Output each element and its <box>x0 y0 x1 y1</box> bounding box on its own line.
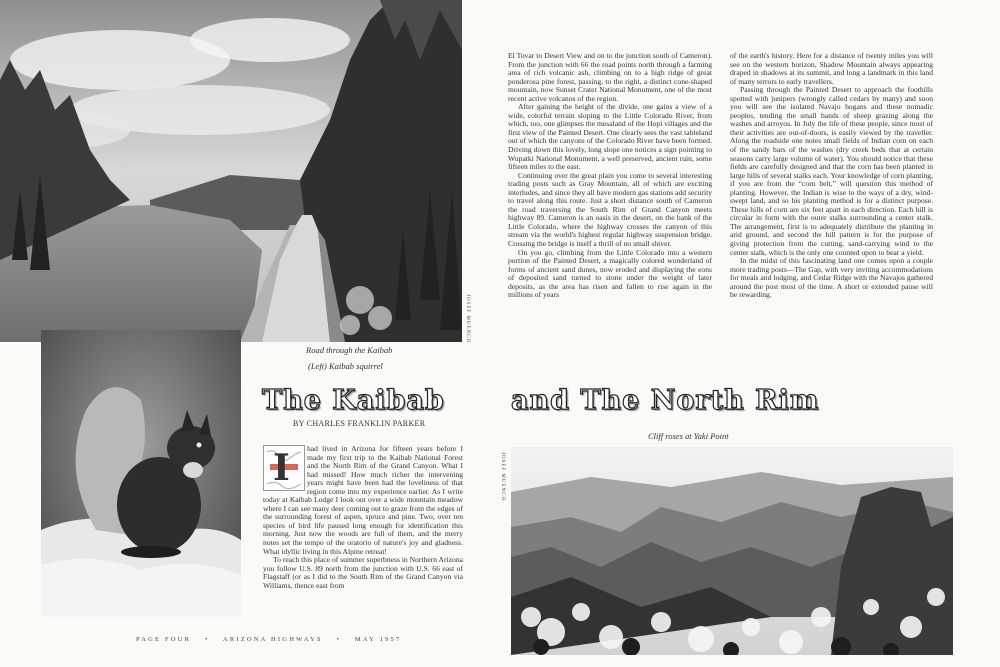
footer-bullet: • <box>336 636 342 643</box>
caption-cliff-roses: Cliff roses at Yaki Point <box>648 431 729 441</box>
col2-paragraph-3: Continuing over the great plain you come to several interesting trading posts such as Gray Mountain, all of which are exciting interludes, and since they all have modern gas stations add security to travel along this route. Just a short distance south of Cameron the road traversing the South Rim of Grand Canyon meets highway 89. Cameron is an oasis in the desert, on the bank of the Little Colorado, where the highway crosses the canyon of this stream via the world's highest regular highway suspension bridge. Crossing the bridge is itself a thrill of no small shiver. <box>508 170 712 249</box>
col3-paragraph-3: In the midst of this fascinating land one comes upon a couple more trading posts—The Gap, with very inviting accommodations for meals and lodging, and Cedar Ridge with the Navajos gathered around the post most of the time. A short or extended pause will be rewarding. <box>730 256 933 300</box>
squirrel-photo <box>41 330 241 617</box>
article-intro-paragraph: had lived in Arizona for fifteen years before I made my first trip to the Kaibab National Forest and the North Rim of the Grand Canyon. What I had missed! How much richer the intervening years might have been had the loveliness of that region come into my experience earlier. As I write today at Kaibab Lodge I look out over a wide mountain meadow where I can see many deer coming out to graze from the edges of the surrounding forest of aspen, spruce and pine. Two, over ten species of bird life paused long enough for identification this morning. Just now the woods are full of them, and the merry notes set the tempo of the oratorio of nature's joy and gladness. What idyllic living in this Alpine retreat! <box>263 444 463 556</box>
col2-paragraph-2: After gaining the height of the divide, one gains a view of a wide, colorful terrain sloping to the Little Colorado River, from which, too, one glimpses the mesaland of the Hopi villages and the first view of the Painted Desert. One clearly sees the vast tableland out of which the canyons of the Colorado River have been formed. Driving down this lovely, long slope one notices a sign pointing to Wupatki National Monument, a well preserved, ancient ruin, some fifteen miles to the east. <box>508 102 712 172</box>
caption-squirrel: (Left) Kaibab squirrel <box>308 361 383 371</box>
col2-paragraph-4: On you go, climbing from the Little Colorado into a western portion of the Painted Desert, a magically colored wonderland of forms of ancient sand dunes, now eroded and displaying the eons of deposited sand turned to stone under the weight of later deposits, as the area has risen and fallen to rise again in the millions of years <box>508 247 712 300</box>
col3-paragraph-1: of the earth's history. Here for a distance of twenty miles you will see on the western horizon, Shadow Mountain always appearing draped in shadows at its summit, and long a landmark in this land of many terrors to early travellers. <box>730 51 933 86</box>
page-footer <box>136 636 401 643</box>
canyon-photo-credit: JOSEF MUENCH <box>500 452 505 502</box>
col3-paragraph-2: Passing through the Painted Desert to approach the foothills spotted with junipers (wrongly called cedars by many) and soon you will see the isolated Navajo hogans and these nomadic peoples, tending the small bands of sheep grazing along the washes and arroyos. In July the life of these people, since most of their activities are out-of-doors, is easily viewed by the traveller. Along the roadside one notes small fields of Indian corn on each of the sandy bars of the washes (dry creek beds that at certain seasons carry large volume of water). You should notice that these fields are carefully designed and that the corn has been planted in large hills of several stalks each. Your knowledge of corn planting, if you are from the “corn belt,” will question this method of planting. However, the Indian is wise to the ways of a dry, wind-swept land, and so his planting method is for a distinct purpose. These hills of corn are six feet apart in each direction. Each hill is circular in form with the outer stalks surrounding a center stalk. The arrangement, first is to adequately distribute the planting in arid ground, and second the hill pattern is for the purpose of giving protection from the cutting, sand-carrying wind to the center stalk, which is the only one counted upon to bear a yield. <box>730 85 933 257</box>
article-column-2 <box>508 52 712 300</box>
article-intro-paragraph-2: To reach this place of summer superbness in Northern Arizona you follow U.S. 89 north from the junction with U.S. 66 east of Flagstaff (or as I did to the South Rim of the Grand Canyon via Williams, thence east from <box>263 555 463 590</box>
footer-date: MAY 1957 <box>354 636 402 643</box>
byline: BY CHARLES FRANKLIN PARKER <box>293 419 426 428</box>
caption-kaibab-road: Road through the Kaibab <box>306 345 393 355</box>
article-column-3 <box>730 52 933 300</box>
article-column-1 <box>263 445 463 590</box>
footer-bullet: • <box>204 636 210 643</box>
footer-page: PAGE FOUR <box>136 636 192 643</box>
article-title-part1: The Kaibab <box>262 385 445 416</box>
kaibab-road-photo <box>0 0 462 342</box>
footer-magazine: ARIZONA HIGHWAYS <box>222 636 323 643</box>
col2-paragraph-1: El Tovar to Desert View and on to the junction south of Cameron). From the junction with 66 the road points north through a farming area of rich volcanic ash, climbing on to a high ridge of great ponderosa pine forest, passing, to the right, a distinct cone-shaped mountain, now Sunset Crater National Monument, one of the most recent active volcanos of the region. <box>508 51 712 103</box>
article-title-part2: and The North Rim <box>511 385 820 416</box>
canyon-photo <box>511 447 953 655</box>
road-photo-credit: JOSEF MUENCH <box>465 294 470 344</box>
drop-cap: I <box>263 445 305 491</box>
